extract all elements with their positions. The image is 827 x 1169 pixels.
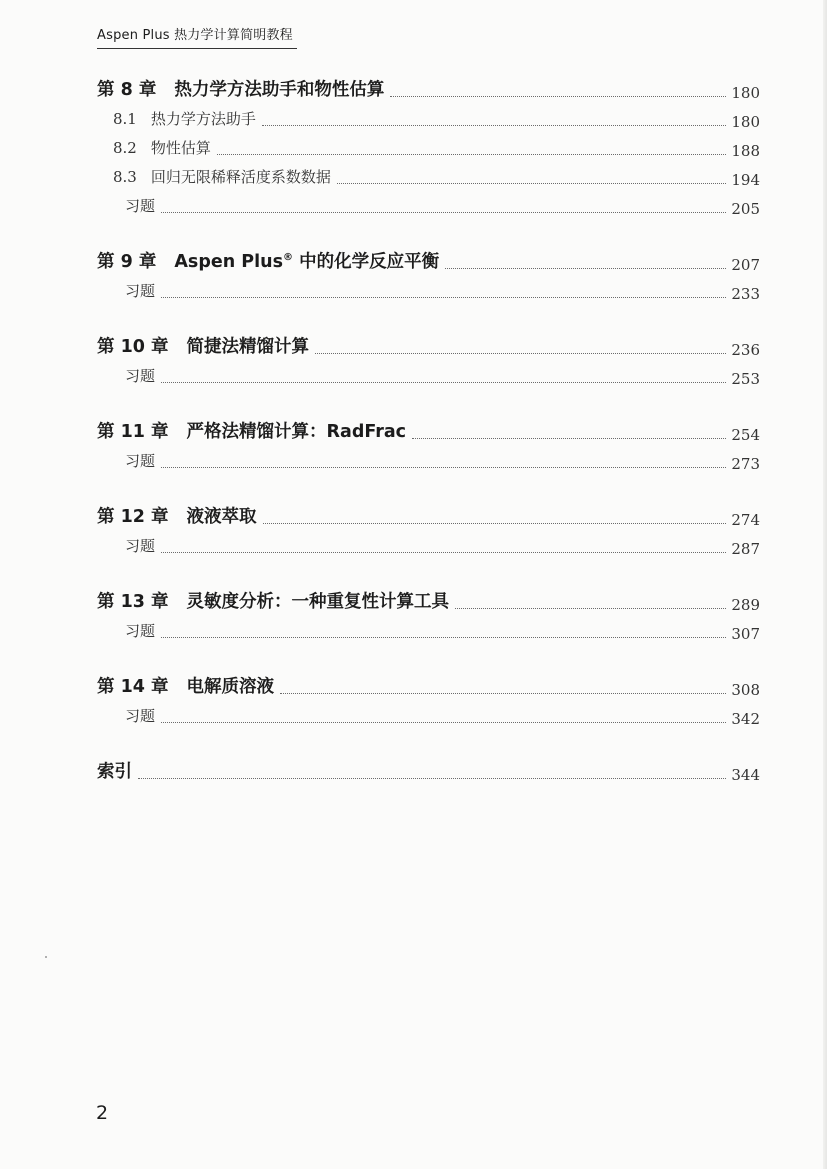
toc-group-ch12 <box>97 503 760 561</box>
dot-leader <box>161 721 726 723</box>
toc-chapter-entry[interactable] <box>97 673 760 702</box>
dot-leader <box>455 607 726 609</box>
toc-group-ch13 <box>97 588 760 646</box>
page-ref: 253 <box>731 370 760 388</box>
chapter-number: 第 9 章 <box>97 252 157 272</box>
section-title: 热力学方法助手 <box>150 110 256 128</box>
toc-group-ch8 <box>97 76 760 221</box>
page-ref: 188 <box>731 142 760 160</box>
toc-chapter-entry[interactable] <box>97 418 760 447</box>
chapter-title: 热力学方法助手和物性估算 <box>174 80 385 100</box>
toc-chapter-entry[interactable] <box>97 248 760 277</box>
dot-leader <box>445 267 726 269</box>
page-ref: 233 <box>731 285 760 303</box>
toc-group-ch9 <box>97 248 760 306</box>
page-ref: 180 <box>731 113 760 131</box>
chapter-number: 第 11 章 <box>97 422 169 442</box>
exercises-title: 习题 <box>125 622 156 640</box>
dot-leader <box>161 211 726 213</box>
dot-leader <box>390 95 726 97</box>
page-ref: 194 <box>731 171 760 189</box>
exercises-title: 习题 <box>125 282 156 300</box>
chapter-title: Aspen Plus® 中的化学反应平衡 <box>174 252 440 272</box>
toc-exercises-entry[interactable] <box>97 447 760 476</box>
dot-leader <box>161 381 726 383</box>
toc-exercises-entry[interactable] <box>97 532 760 561</box>
page-ref: 307 <box>731 625 760 643</box>
toc-exercises-entry[interactable] <box>97 192 760 221</box>
dot-leader <box>263 522 727 524</box>
page-ref: 342 <box>731 710 760 728</box>
toc-group-index <box>97 758 760 787</box>
exercises-title: 习题 <box>125 537 156 555</box>
dot-leader <box>217 153 726 155</box>
dot-leader <box>315 352 726 354</box>
section-number: 8.1 <box>113 110 137 128</box>
section-number: 8.2 <box>113 139 137 157</box>
toc-chapter-entry[interactable] <box>97 333 760 362</box>
index-title: 索引 <box>97 762 132 782</box>
page-ref: 207 <box>731 256 760 274</box>
toc-chapter-entry[interactable] <box>97 76 760 105</box>
toc-index-entry[interactable] <box>97 758 760 787</box>
chapter-number: 第 14 章 <box>97 677 169 697</box>
toc-group-ch10 <box>97 333 760 391</box>
section-number: 8.3 <box>113 168 137 186</box>
chapter-title: 灵敏度分析：一种重复性计算工具 <box>186 592 450 612</box>
exercises-title: 习题 <box>125 707 156 725</box>
table-of-contents <box>97 76 760 814</box>
page-ref: 254 <box>731 426 760 444</box>
toc-chapter-entry[interactable] <box>97 588 760 617</box>
chapter-title: 简捷法精馏计算 <box>186 337 310 357</box>
dot-leader <box>161 551 726 553</box>
chapter-title: 电解质溶液 <box>186 677 275 697</box>
toc-section-entry[interactable] <box>97 105 760 134</box>
dot-leader <box>161 466 726 468</box>
page-ref: 205 <box>731 200 760 218</box>
dot-leader <box>280 692 726 694</box>
page-ref: 308 <box>731 681 760 699</box>
chapter-number: 第 10 章 <box>97 337 169 357</box>
toc-chapter-entry[interactable] <box>97 503 760 532</box>
dot-leader <box>161 296 726 298</box>
section-title: 物性估算 <box>150 139 211 157</box>
page-number: 2 <box>96 1102 109 1124</box>
dot-leader <box>337 182 726 184</box>
toc-exercises-entry[interactable] <box>97 702 760 731</box>
toc-section-entry[interactable] <box>97 163 760 192</box>
toc-group-ch11 <box>97 418 760 476</box>
exercises-title: 习题 <box>125 452 156 470</box>
toc-exercises-entry[interactable] <box>97 617 760 646</box>
toc-section-entry[interactable] <box>97 134 760 163</box>
chapter-title: 液液萃取 <box>186 507 257 527</box>
dot-leader <box>262 124 726 126</box>
running-header: Aspen Plus 热力学计算简明教程 <box>97 24 297 49</box>
page-ref: 180 <box>731 84 760 102</box>
chapter-number: 第 8 章 <box>97 80 157 100</box>
section-title: 回归无限稀释活度系数数据 <box>150 168 331 186</box>
page-ref: 274 <box>731 511 760 529</box>
dot-leader <box>161 636 726 638</box>
page-ref: 344 <box>731 766 760 784</box>
exercises-title: 习题 <box>125 367 156 385</box>
toc-exercises-entry[interactable] <box>97 362 760 391</box>
chapter-number: 第 13 章 <box>97 592 169 612</box>
dot-leader <box>138 777 726 779</box>
chapter-title: 严格法精馏计算：RadFrac <box>186 422 407 442</box>
toc-group-ch14 <box>97 673 760 731</box>
toc-exercises-entry[interactable] <box>97 277 760 306</box>
page-ref: 273 <box>731 455 760 473</box>
exercises-title: 习题 <box>125 197 156 215</box>
scan-speck <box>45 956 47 958</box>
chapter-number: 第 12 章 <box>97 507 169 527</box>
page-ref: 236 <box>731 341 760 359</box>
page-ref: 289 <box>731 596 760 614</box>
page-edge-shadow <box>823 0 827 1169</box>
page-ref: 287 <box>731 540 760 558</box>
dot-leader <box>412 437 726 439</box>
